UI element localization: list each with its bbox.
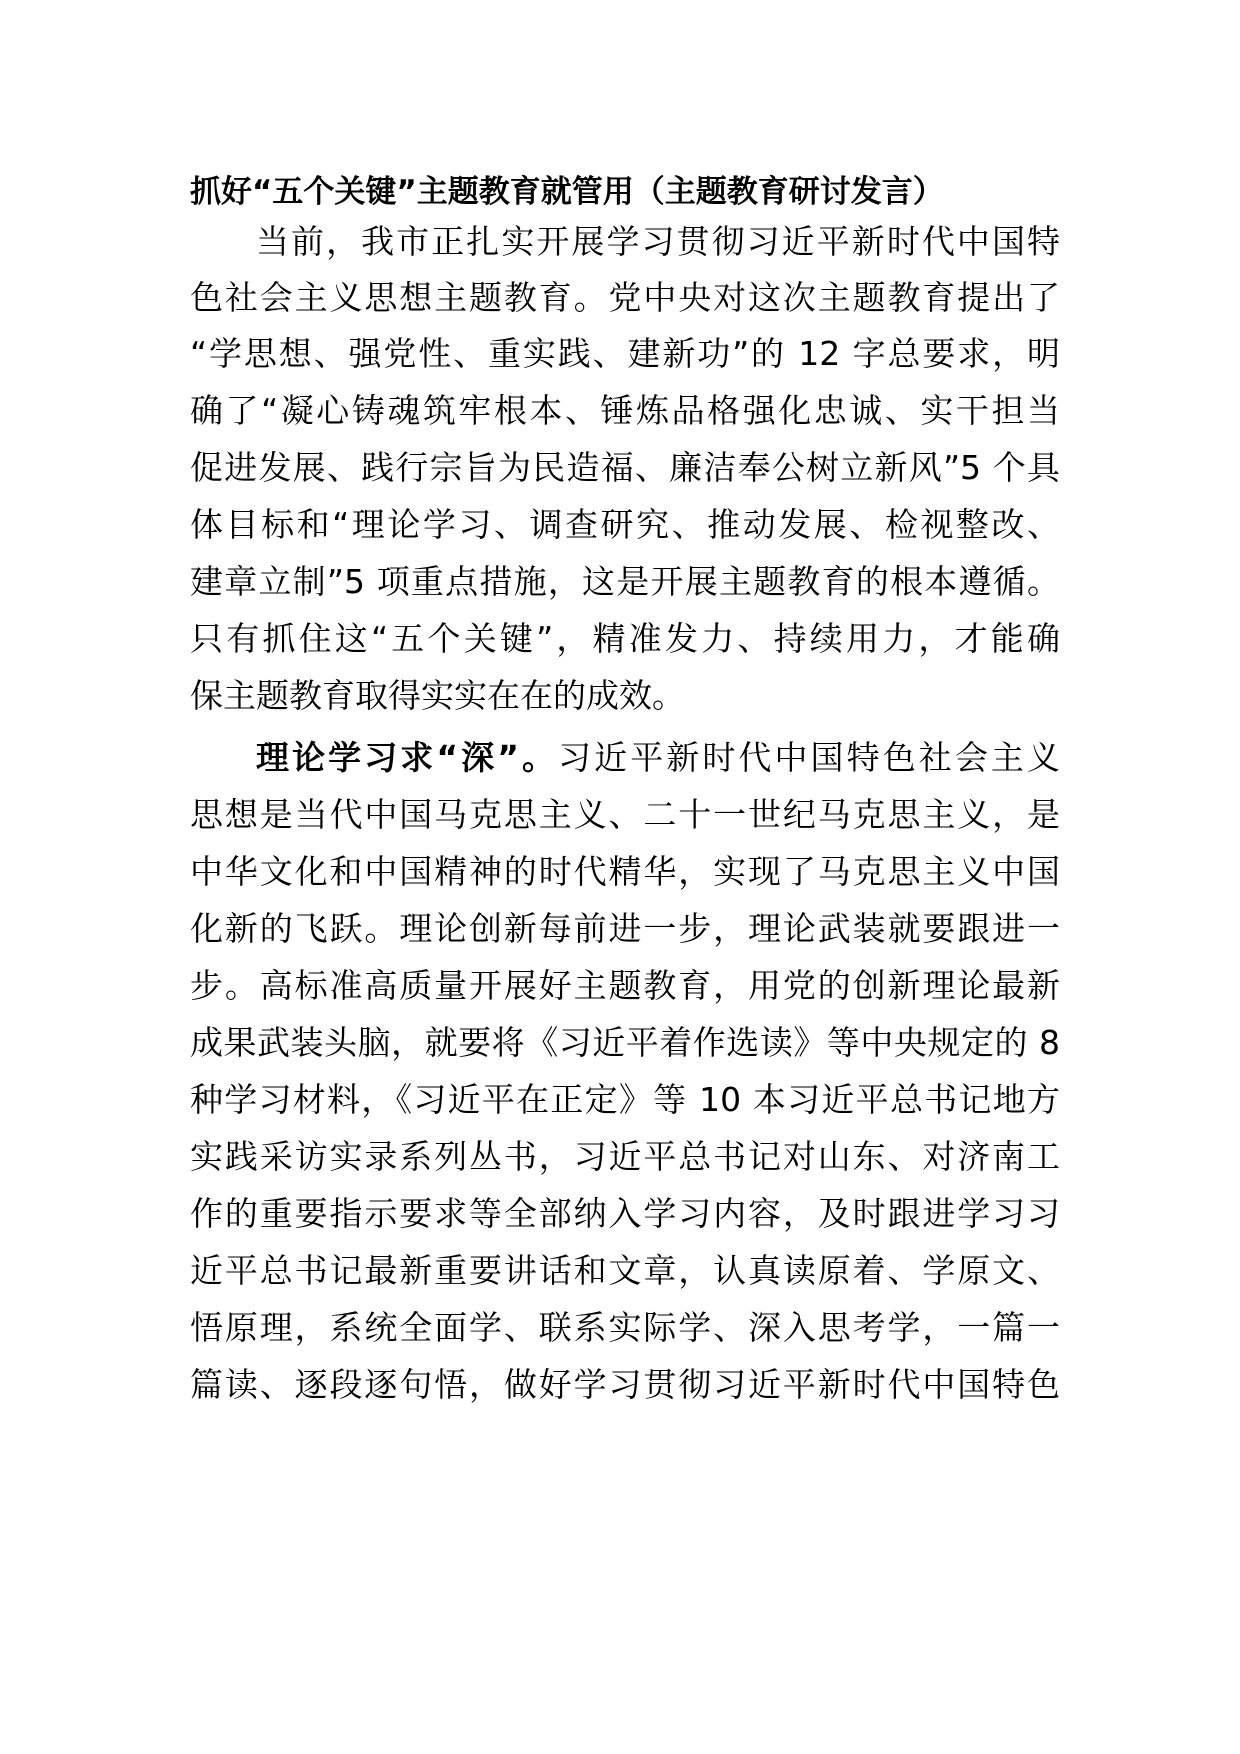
paragraph-1-line: “学思想、强党性、重实践、建新功”的 12 字总要求，明 <box>190 334 1060 373</box>
paragraph-1-line: 确了“凝心铸魂筑牢根本、锤炼品格强化忠诚、实干担当 <box>190 391 1060 430</box>
paragraph-2-line: 篇读、逐段逐句悟，做好学习贯彻习近平新时代中国特色 <box>190 1365 1060 1404</box>
paragraph-1-line: 建章立制”5 项重点措施，这是开展主题教育的根本遵循。 <box>190 562 1060 601</box>
paragraph-1-line: 促进发展、践行宗旨为民造福、廉洁奉公树立新风”5 个具 <box>190 448 1060 487</box>
paragraph-2-line: 中华文化和中国精神的时代精华，实现了马克思主义中国 <box>190 852 1060 891</box>
paragraph-2-line: 悟原理，系统全面学、联系实际学、深入思考学，一篇一 <box>190 1308 1060 1347</box>
paragraph-2-line: 作的重要指示要求等全部纳入学习内容，及时跟进学习习 <box>190 1194 1060 1233</box>
paragraph-2-line: 种学习材料，《习近平在正定》等 10 本习近平总书记地方 <box>190 1080 1060 1119</box>
paragraph-2-first-line <box>256 733 1060 783</box>
paragraph-1-line: 体目标和“理论学习、调查研究、推动发展、检视整改、 <box>190 505 1060 544</box>
section-heading: 理论学习求“深”。 <box>256 738 559 777</box>
paragraph-2-line: 成果武装头脑，就要将《习近平着作选读》等中央规定的 8 <box>190 1023 1060 1062</box>
paragraph-1-line: 色社会主义思想主题教育。党中央对这次主题教育提出了 <box>190 278 1060 317</box>
paragraph-1-line: 保主题教育取得实实在在的成效。 <box>190 676 685 715</box>
document-title: 抓好“五个关键”主题教育就管用（主题教育研讨发言） <box>190 174 944 210</box>
paragraph-1-line: 只有抓住这“五个关键”，精准发力、持续用力，才能确 <box>190 619 1060 658</box>
paragraph-2-first-line-text: 习近平新时代中国特色社会主义 <box>558 738 1060 777</box>
paragraph-2-line: 步。高标准高质量开展好主题教育，用党的创新理论最新 <box>190 966 1060 1005</box>
paragraph-2-line: 化新的飞跃。理论创新每前进一步，理论武装就要跟进一 <box>190 909 1060 948</box>
paragraph-2-line: 近平总书记最新重要讲话和文章，认真读原着、学原文、 <box>190 1251 1060 1290</box>
paragraph-2-line: 思想是当代中国马克思主义、二十一世纪马克思主义，是 <box>190 795 1060 834</box>
paragraph-2-line: 实践采访实录系列丛书，习近平总书记对山东、对济南工 <box>190 1137 1060 1176</box>
paragraph-1-line: 当前，我市正扎实开展学习贯彻习近平新时代中国特 <box>256 222 1060 261</box>
